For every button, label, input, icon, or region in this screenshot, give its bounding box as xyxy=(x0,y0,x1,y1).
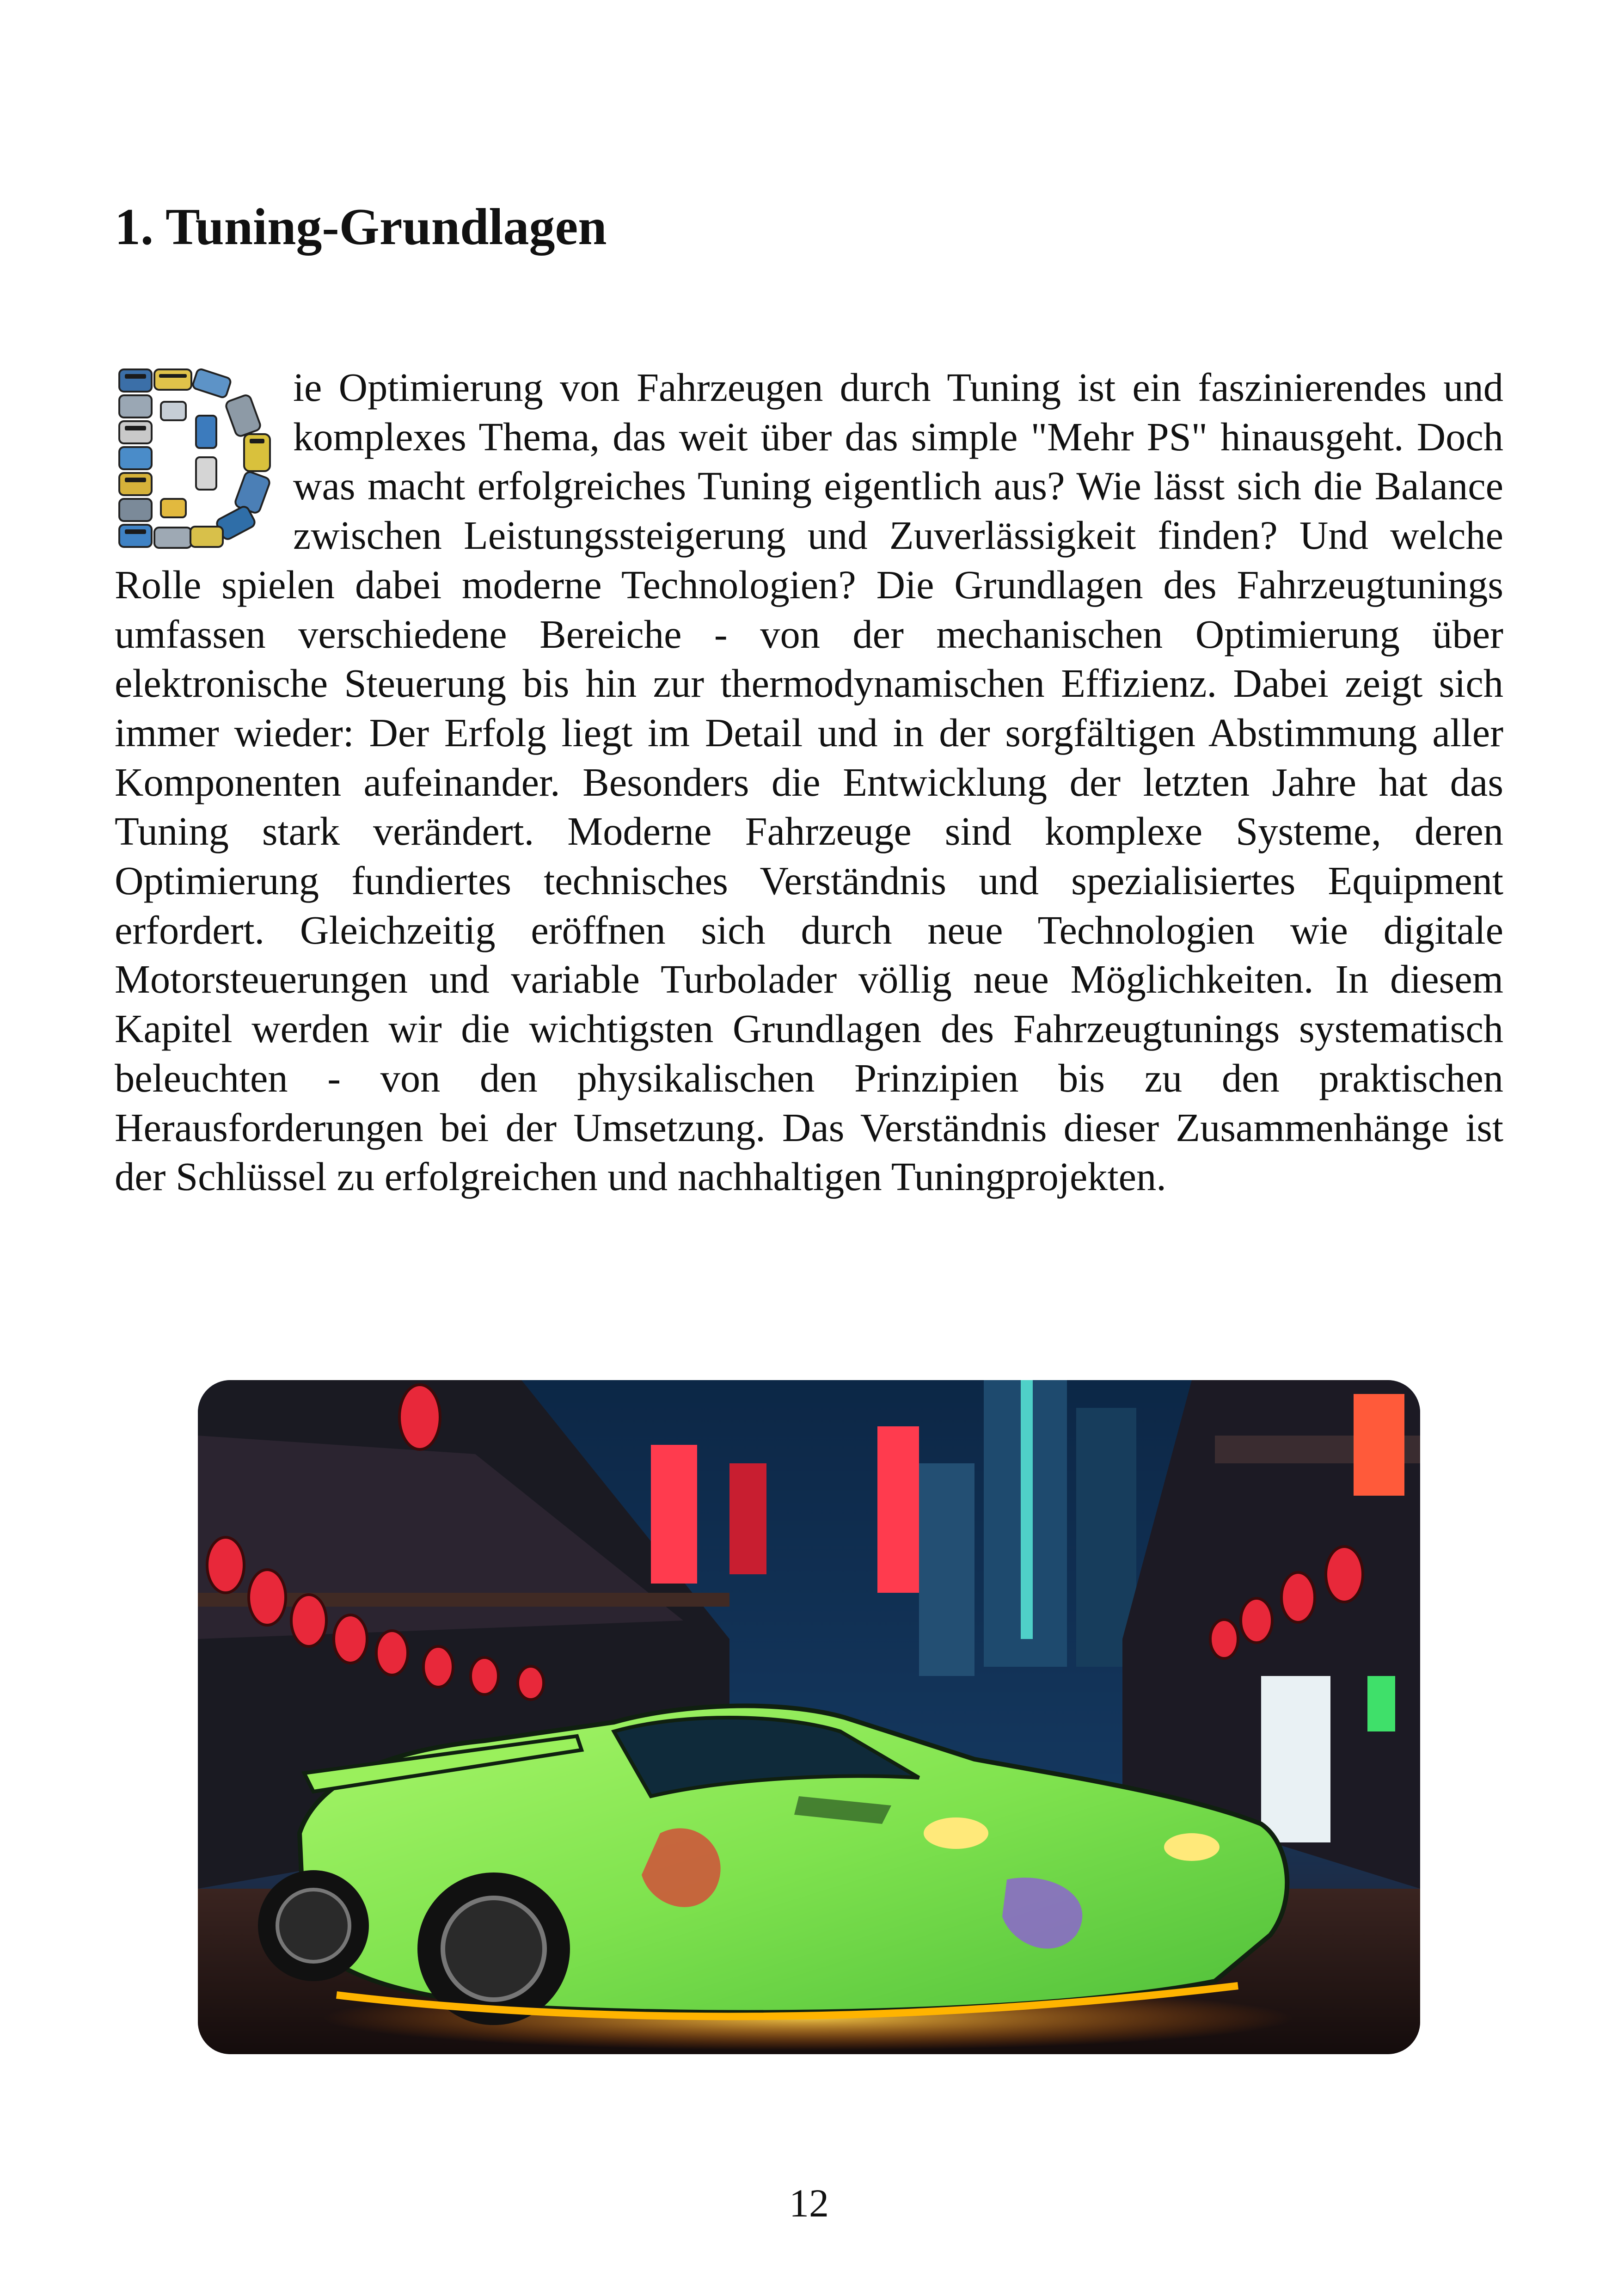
chapter-title: 1. Tuning-Grundlagen xyxy=(115,198,607,256)
chapter-paragraph: ie Optimierung von Fahrzeugen durch Tuning ist ein faszinierendes und komplexes Thema, das weit über das simple "Mehr PS" hinausgeht. Doch was macht erfolgreiches Tuning eigentlich aus? Wie lässt sich die Balance zwischen Leistungssteigerung und Zuverlässigkeit finden? Und welche Rolle spielen dabei moderne Technologien? Die Grundlagen des Fahrzeugtunings umfassen verschiedene Bereiche - von der mechanischen Optimierung über elektronische Steuerung bis hin zur thermodynamischen Effizienz. Dabei zeigt sich immer wieder: Der Erfolg liegt im Detail und in der sorgfältigen Abstimmung aller Komponenten aufeinander. Besonders die Entwicklung der letzten Jahre hat das Tuning stark verändert. Moderne Fahrzeuge sind komplexe Systeme, deren Optimierung fundiertes technisches Verständnis und spezialisiertes Equipment erfordert. Gleichzeitig eröffnen sich durch neue Technologien wie digitale Motorsteuerungen und variable Turbolader völlig neue Möglichkeiten. In diesem Kapitel werden wir die wichtigsten Grundlagen des Fahrzeugtunings systematisch beleuchten - von den physikalischen Prinzipien bis zu den praktischen Herausforderungen bei der Umsetzung. Das Verständnis dieser Zusammenhänge ist der Schlüssel zu erfolgreichen und nachhaltigen Tuningprojekten. xyxy=(115,365,1503,1199)
page-number: 12 xyxy=(789,2181,829,2225)
drop-cap-d-icon xyxy=(115,365,281,559)
neon-street-car-illustration xyxy=(198,1380,1420,2054)
chapter-body xyxy=(115,363,1503,1202)
